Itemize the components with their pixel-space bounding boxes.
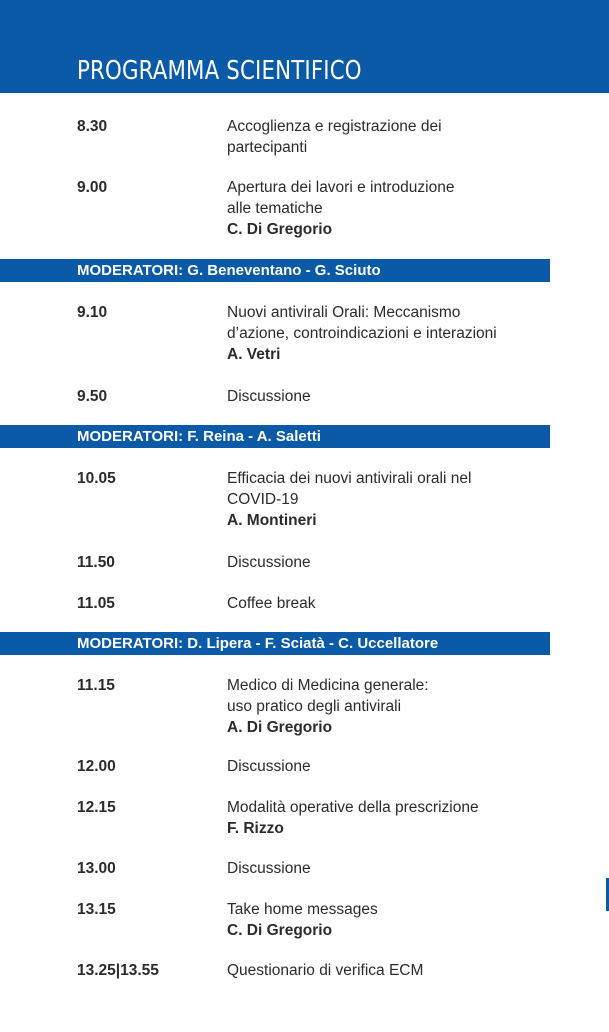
item-description — [227, 302, 557, 365]
item-time: 8.30 — [77, 118, 108, 135]
item-description — [227, 386, 557, 407]
item-speaker: C. Di Gregorio — [227, 221, 333, 238]
item-speaker: A. Montineri — [227, 512, 317, 529]
item-description — [227, 116, 557, 158]
item-line: Apertura dei lavori e introduzione — [227, 179, 455, 196]
item-time: 11.15 — [77, 677, 115, 694]
item-time: 12.00 — [77, 758, 116, 775]
item-speaker: A. Di Gregorio — [227, 719, 333, 736]
item-time: 13.15 — [77, 901, 116, 918]
item-speaker: F. Rizzo — [227, 820, 284, 837]
item-time: 12.15 — [77, 799, 116, 816]
item-description — [227, 797, 557, 839]
item-time: 13.25|13.55 — [77, 962, 159, 979]
item-speaker: C. Di Gregorio — [227, 922, 333, 939]
item-line: Coffee break — [227, 595, 316, 612]
item-time: 9.50 — [77, 388, 108, 405]
item-line: Discussione — [227, 554, 311, 571]
item-description — [227, 593, 557, 614]
item-description — [227, 858, 557, 879]
item-description — [227, 960, 557, 981]
moderators-band: MODERATORI: G. Beneventano - G. Sciuto — [0, 259, 550, 282]
item-line: partecipanti — [227, 139, 308, 156]
item-line: Take home messages — [227, 901, 378, 918]
page-header — [0, 0, 609, 93]
item-line: Discussione — [227, 758, 311, 775]
moderators-band: MODERATORI: F. Reina - A. Saletti — [0, 425, 550, 448]
item-description — [227, 468, 557, 531]
item-description — [227, 177, 557, 240]
item-line: Modalità operative della prescrizione — [227, 799, 479, 816]
page-title: PROGRAMMA SCIENTIFICO — [77, 56, 362, 86]
item-time: 11.05 — [77, 595, 115, 612]
item-line: Discussione — [227, 388, 311, 405]
item-time: 13.00 — [77, 860, 116, 877]
item-line: Questionario di verifica ECM — [227, 962, 424, 979]
item-line: uso pratico degli antivirali — [227, 698, 402, 715]
item-line: d’azione, controindicazioni e interazioni — [227, 325, 497, 342]
item-description — [227, 552, 557, 573]
item-line: Nuovi antivirali Orali: Meccanismo — [227, 304, 461, 321]
item-line: Accoglienza e registrazione dei — [227, 118, 442, 135]
item-speaker: A. Vetri — [227, 346, 281, 363]
item-time: 9.00 — [77, 179, 108, 196]
item-description — [227, 899, 557, 941]
item-description — [227, 756, 557, 777]
item-line: alle tematiche — [227, 200, 323, 217]
item-line: COVID-19 — [227, 491, 299, 508]
item-line: Discussione — [227, 860, 311, 877]
item-line: Medico di Medicina generale: — [227, 677, 429, 694]
item-time: 9.10 — [77, 304, 108, 321]
item-description — [227, 675, 557, 738]
moderators-band: MODERATORI: D. Lipera - F. Sciatà - C. Uccellatore — [0, 632, 550, 655]
item-time: 11.50 — [77, 554, 115, 571]
item-line: Efficacia dei nuovi antivirali orali nel — [227, 470, 472, 487]
item-time: 10.05 — [77, 470, 116, 487]
